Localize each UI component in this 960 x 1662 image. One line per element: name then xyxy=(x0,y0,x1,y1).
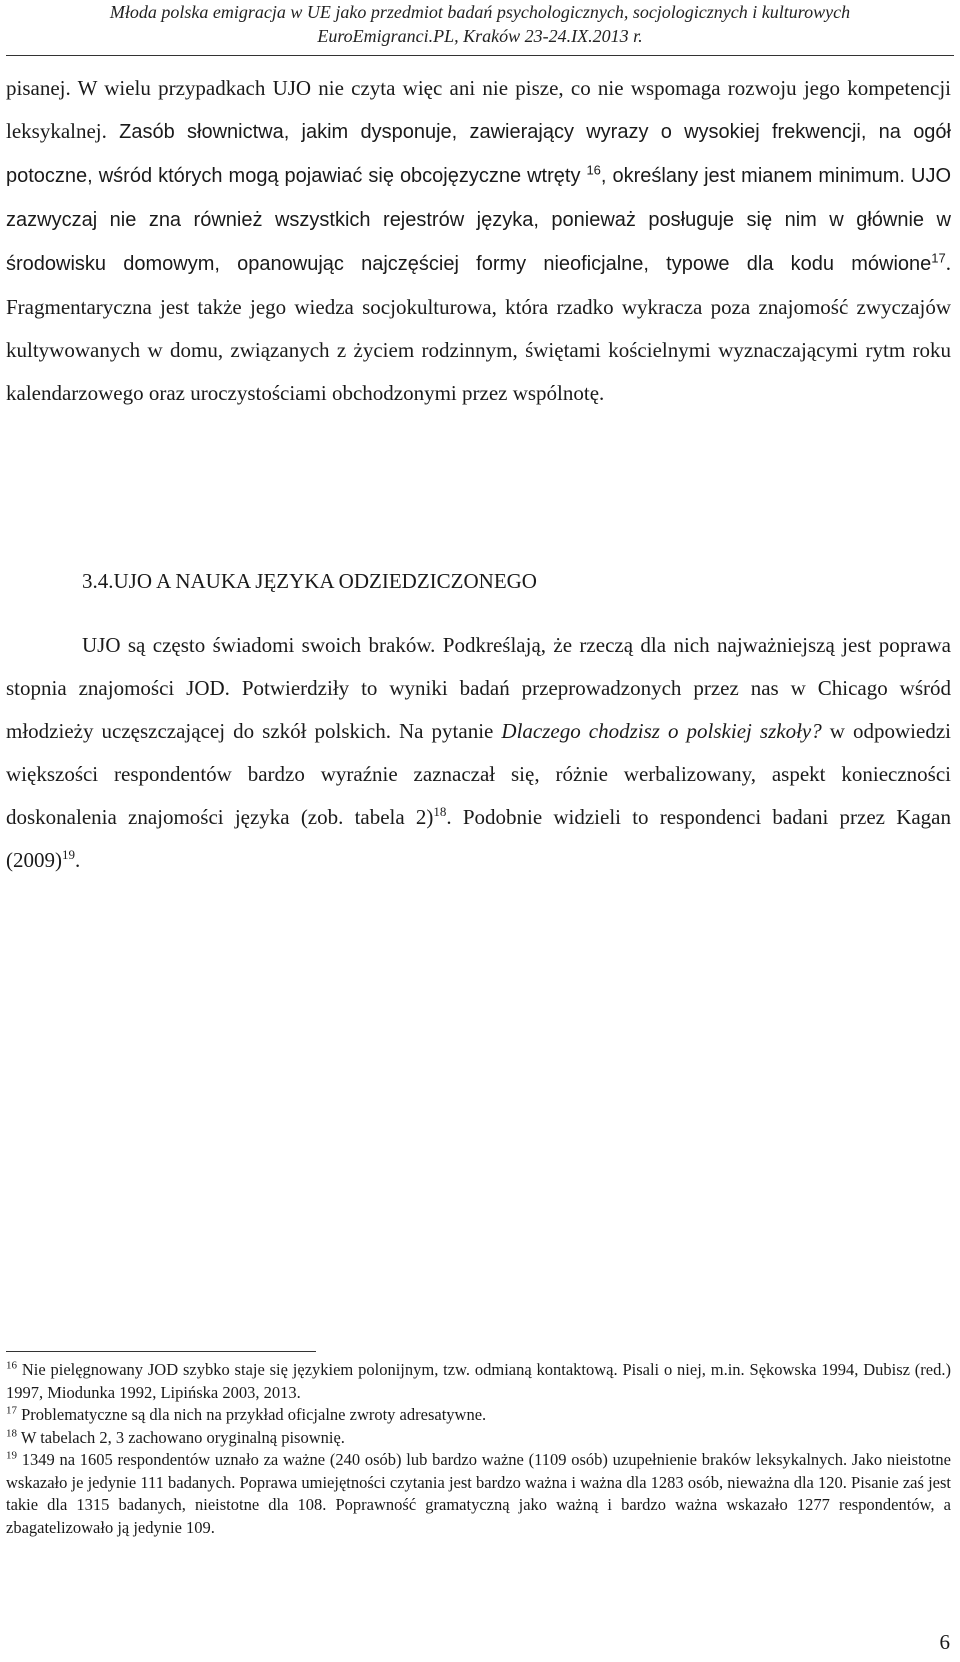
section-heading: 3.4.UJO A NAUKA JĘZYKA ODZIEDZICZONEGO xyxy=(82,569,537,593)
footnote-text: Problematyczne są dla nich na przykład oficjalne zwroty adresatywne. xyxy=(17,1405,487,1424)
footnote-ref-17[interactable]: 17 xyxy=(931,250,946,266)
para2-sentence-4: . xyxy=(75,848,81,872)
para1-sentence-4: UJO zazwyczaj nie zna również wszystkich rejestrów języka, ponieważ posługuje się nim w głównie w środowisku domowym, opanowując najczęściej formy nieoficjalne, typowe dla kodu mówione xyxy=(6,165,951,275)
footnote-number: 19 xyxy=(6,1449,17,1462)
footnote-text: W tabelach 2, 3 zachowano oryginalną pisownię. xyxy=(17,1427,345,1447)
footnote-number: 17 xyxy=(6,1404,17,1417)
footnote-16 xyxy=(6,1359,951,1404)
header-conference: EuroEmigranci.PL, Kraków 23-24.IX.2013 r. xyxy=(317,26,643,46)
footnote-19 xyxy=(6,1449,951,1539)
header-divider xyxy=(6,55,954,56)
para2-sentence-2: w odpowiedzi większości respondentów bardzo wyraźnie zaznaczał się, różnie werbalizowany, aspekt konieczności doskonalenia znajomości języka (zob. tabela 2) xyxy=(6,719,951,829)
para1-sentence-2: Zasób słownictwa, jakim dysponuje, zawierający wyrazy o wysokiej frekwencji, na ogół potoczne, wśród których mogą pojawiać się obcojęzyczne wtręty xyxy=(6,121,951,187)
header-title: Młoda polska emigracja w UE jako przedmiot badań psychologicznych, socjologicznych i kulturowych xyxy=(109,2,851,22)
footnote-number: 16 xyxy=(6,1359,17,1372)
footnotes xyxy=(6,1359,951,1539)
para2-question-italic: Dlaczego chodzisz o polskiej szkoły? xyxy=(501,719,822,743)
page-number: 6 xyxy=(939,1630,950,1654)
footnote-text: Nie pielęgnowany JOD szybko staje się językiem polonijnym, tzw. odmianą kontaktową. Pisali o niej, m.in. Sękowska 1994, Dubisz (red.) 1997, Miodunka 1992, Lipińska 2003, 2013. xyxy=(6,1360,951,1402)
footnote-number: 18 xyxy=(6,1427,17,1439)
para1-sentence-3: , określany jest mianem minimum. xyxy=(600,165,905,187)
para1-sentence-1: pisanej. W wielu przypadkach UJO nie czyta więc ani nie pisze, co nie wspomaga rozwoju jego kompetencji leksykalnej. xyxy=(6,76,951,143)
footnote-text: 1349 na 1605 respondentów uznało za ważne (240 osób) lub bardzo ważne (1109 osób) uzupełnienie braków leksykalnych. Jako nieistotne wskazało je jedynie 111 badanych. Poprawa umiejętności czytania jest bardzo ważna i ważna dla 1283 osób, nieważna dla 120. Pisanie zaś jest takie dla 1315 badanych, nieistotne dla 108. Poprawność gramatyczną jako ważną i bardzo ważna wskazało 1277 respondentów, a zbagatelizowało ją jedynie 109. xyxy=(6,1450,951,1537)
footnote-ref-19[interactable]: 19 xyxy=(62,847,75,862)
para1-sentence-5: . Fragmentaryczna jest także jego wiedza socjokulturowa, która rzadko wykracza poza znajomość zwyczajów kultywowanych w domu, związanych z życiem rodzinnym, świętami kościelnymi wyznaczającymi rytm roku kalendarzowego oraz uroczystościami obchodzonymi przez wspólnotę. xyxy=(6,251,951,405)
footnote-18 xyxy=(6,1427,951,1450)
para2-sentence-3: . Podobnie widzieli to respondenci badani przez Kagan (2009) xyxy=(6,805,951,872)
footnote-17 xyxy=(6,1404,951,1427)
footnote-divider xyxy=(6,1351,316,1352)
running-header xyxy=(0,0,960,48)
footnote-ref-18[interactable]: 18 xyxy=(433,804,447,819)
body-paragraph-2 xyxy=(6,624,951,882)
body-paragraph-1 xyxy=(6,67,951,415)
footnote-ref-16[interactable]: 16 xyxy=(586,162,601,178)
para2-sentence-1: UJO są często świadomi swoich braków. Podkreślają, że rzeczą dla nich najważniejszą jest poprawa stopnia znajomości JOD. Potwierdziły to wyniki badań przeprowadzonych przez nas w Chicago wśród młodzieży uczęszczającej do szkół polskich. Na pytanie xyxy=(6,633,951,743)
para1-sans-run xyxy=(6,121,951,275)
